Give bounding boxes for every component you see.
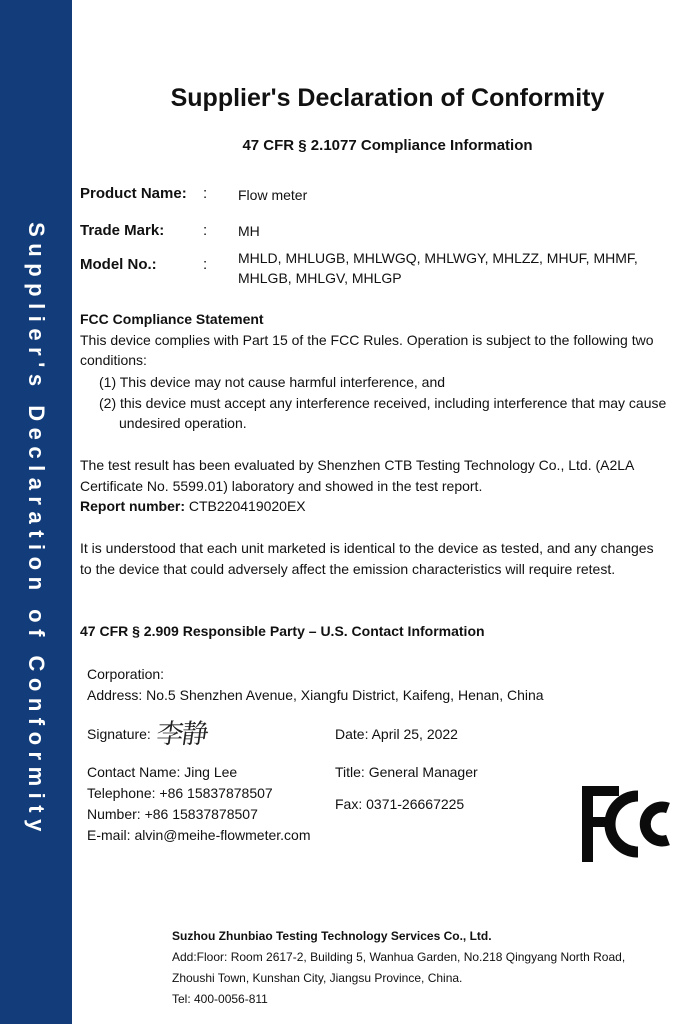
footer-tel: Tel: 400-0056-811 [172,992,268,1006]
footer-address-line2: Zhoushi Town, Kunshan City, Jiangsu Province, China. [172,971,463,985]
signature: 李静 [154,719,209,750]
address: Address: No.5 Shenzhen Avenue, Xiangfu District, Kaifeng, Henan, China [87,687,544,703]
report-number-label: Report number: [80,498,185,514]
condition-2-line2: undesired operation. [119,415,247,431]
report-number [80,496,306,517]
model-no-colon: : [203,256,208,273]
model-no-value-line2: MHLGB, MHLGV, MHLGP [238,270,402,286]
telephone: Telephone: +86 15837878507 [87,785,273,801]
trade-mark-colon: : [203,222,208,239]
footer-address-line1: Add:Floor: Room 2617-2, Building 5, Wanhua Garden, No.218 Qingyang North Road, [172,950,626,964]
fcc-logo [575,782,675,866]
fcc-statement-heading: FCC Compliance Statement [80,311,264,327]
fcc-statement-intro-line2: conditions: [80,352,147,368]
test-result-line1: The test result has been evaluated by Shenzhen CTB Testing Technology Co., Ltd. (A2LA [80,457,635,473]
corporation: Corporation: [87,666,165,682]
product-name-label: Product Name: [80,185,187,202]
number: Number: +86 15837878507 [87,806,258,822]
trade-mark-value: MH [238,223,260,239]
retest-note-line1: It is understood that each unit marketed is identical to the device as tested, and any changes [80,540,654,556]
product-name-colon: : [203,185,208,202]
trade-mark-label: Trade Mark: [80,222,165,239]
email: E-mail: alvin@meihe-flowmeter.com [87,827,311,843]
date: Date: April 25, 2022 [335,726,458,742]
sidebar-band [0,0,72,1024]
condition-2-line1: (2) this device must accept any interference received, including interference that may cause [99,395,667,411]
condition-1: (1) This device may not cause harmful interference, and [99,374,446,390]
fcc-statement-intro-line1: This device complies with Part 15 of the FCC Rules. Operation is subject to the following two [80,332,654,348]
responsible-party-heading: 47 CFR § 2.909 Responsible Party – U.S. Contact Information [80,623,485,639]
product-name-value: Flow meter [238,187,308,203]
fax: Fax: 0371-26667225 [335,796,465,812]
contact-title: Title: General Manager [335,764,478,780]
sidebar-title: Supplier's Declaration of Conformity [24,222,49,838]
footer-company: Suzhou Zhunbiao Testing Technology Services Co., Ltd. [172,929,492,943]
retest-note-line2: to the device that could adversely affect the emission characteristics will require retest. [80,561,616,577]
report-number-value: CTB220419020EX [185,498,306,514]
contact-name: Contact Name: Jing Lee [87,764,238,780]
page-subtitle: 47 CFR § 2.1077 Compliance Information [242,137,533,154]
page-title: Supplier's Declaration of Conformity [170,84,605,112]
model-no-label: Model No.: [80,256,157,273]
test-result-line2: Certificate No. 5599.01) laboratory and showed in the test report. [80,478,483,494]
signature-label: Signature: [87,726,151,742]
model-no-value-line1: MHLD, MHLUGB, MHLWGQ, MHLWGY, MHLZZ, MHUF, MHMF, [238,250,638,266]
